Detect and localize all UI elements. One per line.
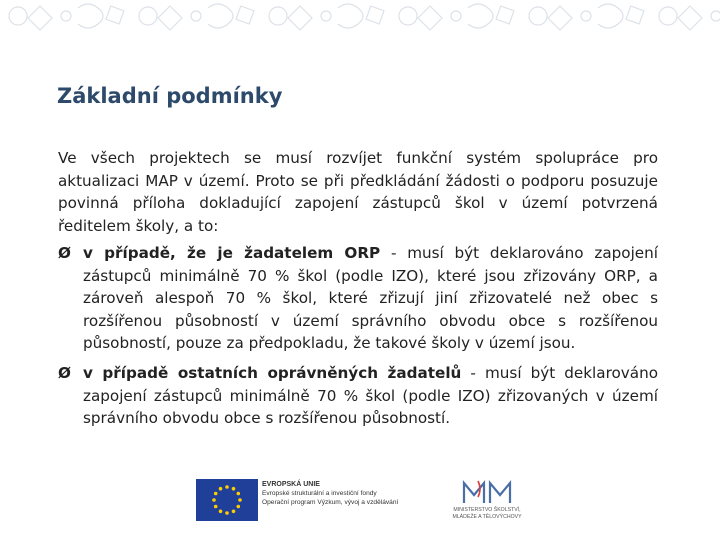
msmt-caption	[442, 507, 532, 520]
eu-funds-line: Evropské strukturální a investiční fondy	[262, 490, 377, 497]
list-item-lead: v případě ostatních oprávněných žadatelů	[83, 364, 462, 382]
list-item	[58, 242, 658, 355]
arrow-bullet-icon: Ø	[58, 244, 71, 262]
intro-paragraph: Ve všech projektech se musí rozvíjet funkční systém spolupráce pro aktualizaci MAP v území. Proto se při předkládání žádosti o podporu posuzuje povinná příloha dokladující zapojení zástupců škol v území potvrzená ředitelem školy, a to:	[58, 149, 658, 235]
decorative-banner-pattern	[0, 0, 720, 34]
list-item-lead: v případě, že je žadatelem ORP	[83, 244, 381, 262]
page-title: Základní podmínky	[57, 84, 283, 108]
list-item	[58, 362, 658, 430]
footer-logos	[196, 477, 536, 525]
msmt-logo	[442, 477, 532, 525]
list-item-body: - musí být deklarováno zapojení zástupců minimálně 70 % škol (podle IZO), které jsou zřizovány ORP, a zároveň alespoň 70 % škol, které zřizují jiní zřizovatelé než obec s rozšířenou působností v území správního obvodu obce s rozšířenou působností, pouze za předpokladu, že takové školy v území jsou.	[83, 244, 658, 352]
msmt-caption-line2: MLÁDEŽE A TĚLOVÝCHOVY	[452, 513, 522, 520]
eu-program-line: Operační program Výzkum, vývoj a vzdělávání	[262, 499, 399, 506]
list-item-text	[83, 242, 658, 355]
list-item-body: - musí být deklarováno zapojení zástupců minimálně 70 % škol (podle IZO) zřizovaných v území správního obvodu obce s rozšířenou působností.	[83, 364, 658, 427]
arrow-bullet-icon: Ø	[58, 364, 71, 382]
eu-title: EVROPSKÁ UNIE	[262, 481, 320, 488]
list-item-text	[83, 362, 658, 430]
eu-caption	[262, 480, 442, 507]
msmt-emblem-icon	[442, 477, 532, 507]
msmt-caption-line1: MINISTERSTVO ŠKOLSTVÍ,	[453, 507, 521, 513]
eu-flag-icon	[196, 479, 258, 521]
